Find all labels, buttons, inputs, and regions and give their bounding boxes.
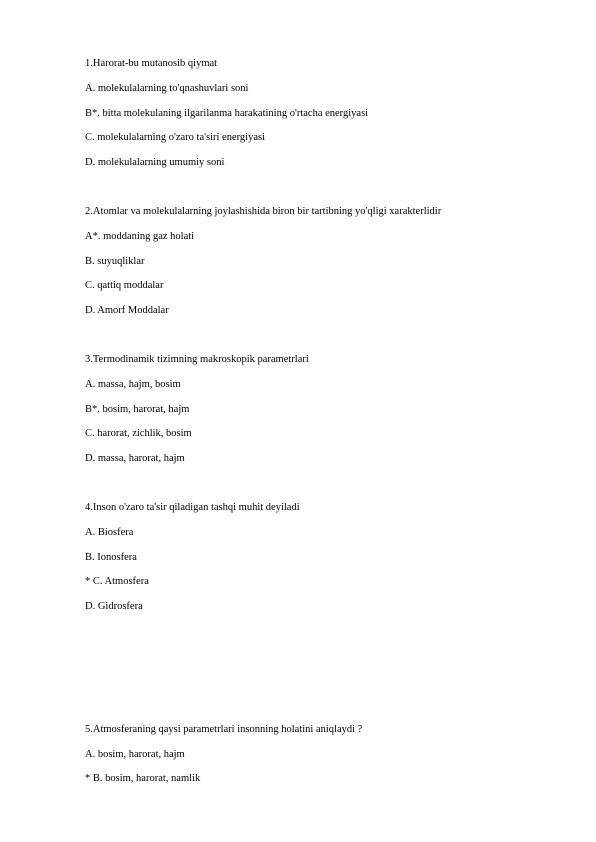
question-2-option-d: D. Amorf Moddalar — [85, 305, 169, 316]
question-1-text: 1.Harorat-bu mutanosib qiymat — [85, 58, 218, 69]
question-4-option-b: B. Ionosfera — [85, 552, 137, 563]
question-2-text: 2.Atomlar va molekulalarning joylashishida biron bir tartibning yo'qligi xarakterlidir — [85, 206, 442, 217]
question-5-option-a: A. bosim, harorat, hajm — [85, 749, 185, 760]
question-4-option-a: A. Biosfera — [85, 527, 134, 538]
question-1-option-c: C. molekulalarning o'zaro ta'siri energiyasi — [85, 132, 265, 143]
question-4-option-d: D. Gidrosfera — [85, 601, 143, 612]
question-3-text: 3.Termodinamik tizimning makroskopik parametrlari — [85, 354, 309, 365]
question-5-text: 5.Atmosferaning qaysi parametrlari insonning holatini aniqlaydi ? — [85, 724, 363, 735]
question-1-option-b: B*. bitta molekulaning ilgarilanma harakatining o'rtacha energiyasi — [85, 108, 369, 119]
question-3-option-a: A. massa, hajm, bosim — [85, 379, 181, 390]
question-3-option-c: C. harorat, zichlik, bosim — [85, 428, 192, 439]
question-4-text: 4.Inson o'zaro ta'sir qiladigan tashqi muhit deyiladi — [85, 502, 300, 513]
question-4-option-c: * C. Atmosfera — [85, 576, 149, 587]
question-1-option-d: D. molekulalarning umumiy soni — [85, 157, 225, 168]
question-2-option-b: B. suyuqliklar — [85, 256, 145, 267]
question-5-option-b: * B. bosim, harorat, namlik — [85, 773, 201, 784]
question-2-option-a: A*. moddaning gaz holati — [85, 231, 195, 242]
question-1-option-a: A. molekulalarning to'qnashuvlari soni — [85, 83, 249, 94]
question-3-option-d: D. massa, harorat, hajm — [85, 453, 185, 464]
question-2-option-c: C. qattiq moddalar — [85, 280, 164, 291]
question-3-option-b: B*. bosim, harorat, hajm — [85, 404, 190, 415]
